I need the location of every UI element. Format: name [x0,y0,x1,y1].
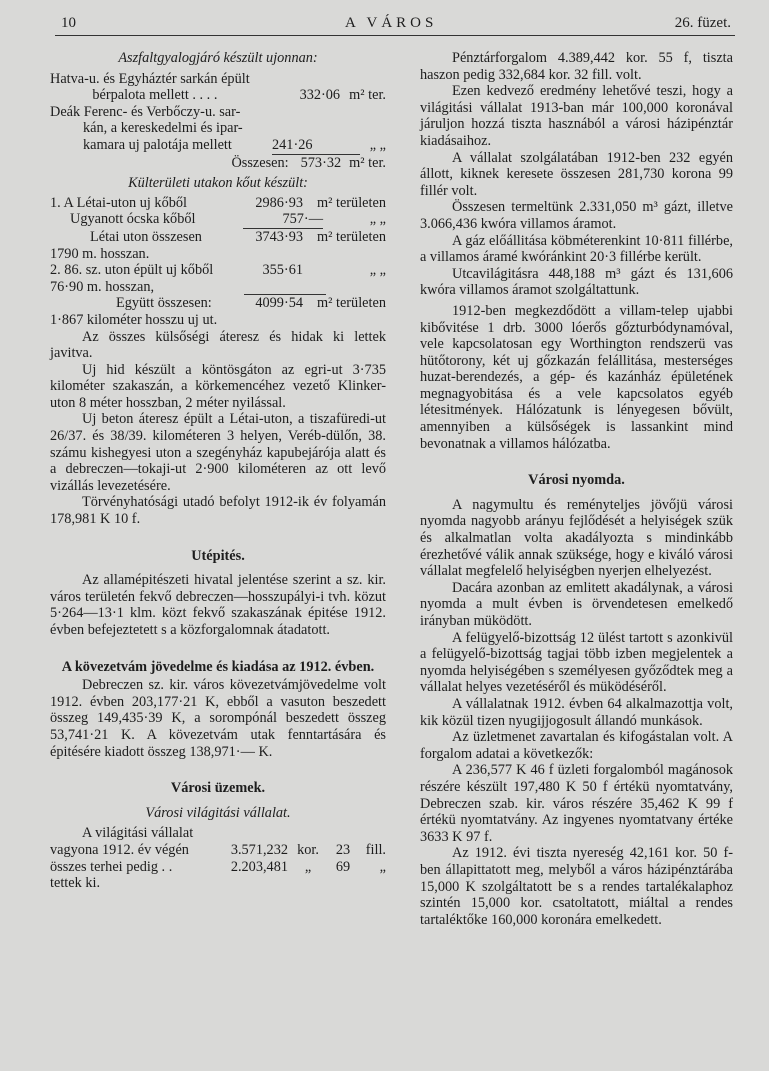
row-label: összes terhei pedig . . [50,858,173,875]
row-label: Hatva-u. és Egyháztér sarkán épült [50,70,250,87]
row-value: 757·— [243,211,323,229]
paragraph: tettek ki. [50,875,101,892]
asphalt-row [50,120,386,137]
running-header [55,13,735,36]
asphalt-row [50,87,386,104]
row-unit: „ „ [369,262,386,279]
row-value: 241·26 [272,137,360,155]
asphalt-heading: Aszfaltgyalogjáró készült ujonnan: [118,50,318,66]
row-subunit: „ [379,858,386,875]
row-label: vagyona 1912. év végén [50,841,189,858]
section-heading: A kövezetvám jövedelme és kiadása az 1912. évben. [61,658,375,675]
section-heading: Városi üzemek. [170,780,266,797]
left-column [50,50,386,892]
roads-heading: Külterületi utakon kőut készült: [128,175,308,192]
asphalt-row [50,104,386,121]
paragraph: Törvényhatósági utadó befolyt 1912-ik év folyamán 178,981 K 10 f. [50,494,386,528]
row-value: 355·61 [262,262,303,279]
row-unit: „ „ [369,211,386,228]
asphalt-row [50,71,386,88]
row-unit: m² területen [317,228,386,245]
issue-number: 26. füzet. [674,15,731,31]
paragraph: Ezen kedvező eredmény lehetővé teszi, hogy a világitási vállalat 1913-ban már 100,000 koronával járuljon hozzá tiszta hasznából a városi házipénztár kiadásaihoz. [420,83,733,149]
row-subvalue: 69 [335,858,351,875]
paragraph: A világitási vállalat [82,825,194,842]
row-label: Ugyanott ócska kőből [70,211,196,228]
paragraph: A gáz előállitása köbméterenkint 10·811 fillérbe, a villamos áramé kwóránkint 20·3 fillérbe került. [420,232,733,266]
paragraph: Pénztárforgalom 4.389,442 kor. 55 f, tiszta haszon pedig 332,684 kor. 32 fill. volt. [420,50,733,83]
asphalt-total [50,155,386,172]
row-value: 2.203,481 [230,858,288,875]
paragraph: Az 1912. évi tiszta nyereség 42,161 kor. 50 f-ben állapittatott meg, melyből a város házipénztárába 15,000 K szolgáltatott be s a rendes tartalékalaphoz szintén 15,000 kor. csatoltatott, miáltal a rendes tartaléktőke 160,000 koronára emelkedett. [420,845,733,928]
row-unit: m² ter. [349,87,386,104]
road-row [50,262,386,279]
paragraph: Összesen termeltünk 2.331,050 m³ gázt, illetve 3.066,436 kwóra villamos áramot. [420,199,733,232]
road-row [50,229,386,246]
road-row [50,279,386,296]
road-row [50,246,386,263]
paragraph: Az üzletmenet zavartalan és kifogástalan volt. A forgalom adatai a következők: [420,729,733,762]
journal-title: A VÁROS [345,15,438,31]
subsection-heading: Városi világitási vállalat. [145,804,291,821]
row-value: 2986·93 [255,194,303,211]
road-row [50,295,386,312]
row-value: 3.571,232 [230,841,288,858]
row-subunit: fill. [365,841,386,858]
total-value: 573·32 [300,154,342,171]
page-number: 10 [61,15,76,31]
row-unit: „ „ [369,136,386,153]
row-label: Deák Ferenc- és Verbőczy-u. sar- [50,103,241,120]
paragraph: A nagymultu és reményteljes jövőjü városi nyomda nagyobb arányu fejlődését a helyiségek szük és alkalmatlan volta akadályozta s mindinkább érezhetővé válik annak szüksége, hogy e kiváló városi vállalat megfelelő helyiségben nyerjen elhelyezést. [420,496,733,580]
row-unit: m² területen [317,295,386,312]
paragraph: A vállalat szolgálatában 1912-ben 232 egyén állott, kiknek keresete összesen 281,730 korona 99 fillér volt. [420,149,733,199]
row-label: kamara uj palotája mellett [83,136,232,153]
row-label: bérpalota mellett . . . . [92,87,218,104]
row-label: 1790 m. hosszan. [50,245,150,262]
paragraph: Az allamépitészeti hivatal jelentése szerint a sz. kir. város területén fekvő debreczen—hosszupályi-i tvh. közut 5·264—13·1 klm. közt fekvő szakaszának épitése 1912. évben befejeztetett s a közforgalomnak átadatott. [50,572,386,638]
right-column [420,50,733,928]
paragraph: Debreczen sz. kir. város kövezetvámjövedelme volt 1912. évben 203,177·21 K, ebből a vasuton beszedett összeg 149,435·39 K, a sorompónál beszedett összeg 53,741·21 K. A kövezetvám utak fenntartására és épitésére kiadott összeg 138,971·— K. [50,677,386,760]
section-heading: Városi nyomda. [528,472,625,489]
section-heading: Utépités. [191,547,245,564]
asphalt-row [50,137,386,155]
row-value: 3743·93 [255,228,303,245]
asset-row [50,842,386,859]
row-label: 2. 86. sz. uton épült uj kőből [50,262,214,279]
row-subvalue: 23 [335,841,351,858]
paragraph: Az összes külsőségi áteresz és hidak ki lettek javitva. [50,328,386,362]
paragraph: A vállalatnak 1912. évben 64 alkalmazottja volt, kik közül tizen nyugijjogosult állandó munkások. [420,695,733,729]
paragraph: A 236,577 K 46 f üzleti forgalomból magánosok részére készült 197,480 K 50 f értékü nyomtatvány, Debreczen szab. kir. város részére 35,462 K 99 f értékü nyomtatvány. Az ingyenes nyomtatvany értéke 3633 K 97 f. [420,762,733,845]
row-unit: „ [304,858,312,875]
row-label: Együtt összesen: [116,295,212,312]
road-row [50,211,386,229]
row-label: 76·90 m. hosszan, [50,278,155,295]
row-label: 1. A Létai-uton uj kőből [50,194,187,211]
row-unit: m² területen [317,194,386,211]
row-value: 332·06 [299,87,341,104]
total-unit: m² ter. [349,154,386,171]
paragraph: Uj hid készült a köntösgáton az egri-ut 3·735 kilométer szakaszán, a körkemencéhez vezető Klinker-uton 8 méter hosszban, 2 méter nyilással. [50,361,386,411]
row-value: 4099·54 [255,295,303,312]
paragraph: 1912-ben megkezdődött a villam-telep ujabbi kibővitése 1 drb. 3000 lóerős gőzturbódynamóval, vele kapcsolatosan egy Worthington rendszerü vas hütőtorony, két uj gőzkazán felállitása, mesterséges huzat-berendezés, a gép- és kazánház épületének megnagyobitása és a vele kapcsolatos egyéb létesitmények. Hálózatunk is lényegesen bővült, amennyiben a külsőségek is lassankint mind bevonatnak a villamos hálózatba. [420,302,733,452]
total-label: Összesen: [231,154,289,171]
row-unit: kor. [297,841,319,858]
row-label: kán, a kereskedelmi és ipar- [83,120,243,137]
paragraph: Utcavilágitásra 448,188 m³ gázt és 131,606 kwóra villamos áramot szolgáltattunk. [420,265,733,299]
row-label: Létai uton összesen [90,228,202,245]
paragraph: 1·867 kilométer hosszu uj ut. [50,311,218,328]
asset-row [50,859,386,876]
paragraph: Uj beton áteresz épült a Létai-uton, a tiszafüredi-ut 26/37. és 38/39. kilométeren 3 helyen, Veréb-dülőn, 38. számu kishegyesi uton a szegényház kapubejárója alatt és a debreczen—tokaji-ut 2·900 kilométeren az ott levő vizállás levezetésére. [50,411,386,494]
paragraph: Dacára azonban az emlitett akadálynak, a városi nyomda a mult évben is örvendetesen emelkedő irányban müködött. [420,579,733,629]
paragraph: A felügyelő-bizottság 12 ülést tartott s azonkivül a felügyelő-bizottság tagjai több izben megjelentek a nyomda helyiségében s személyesen győződtek meg a vállalat helyes vezetéséről és müködéséről. [420,629,733,696]
road-row [50,195,386,212]
